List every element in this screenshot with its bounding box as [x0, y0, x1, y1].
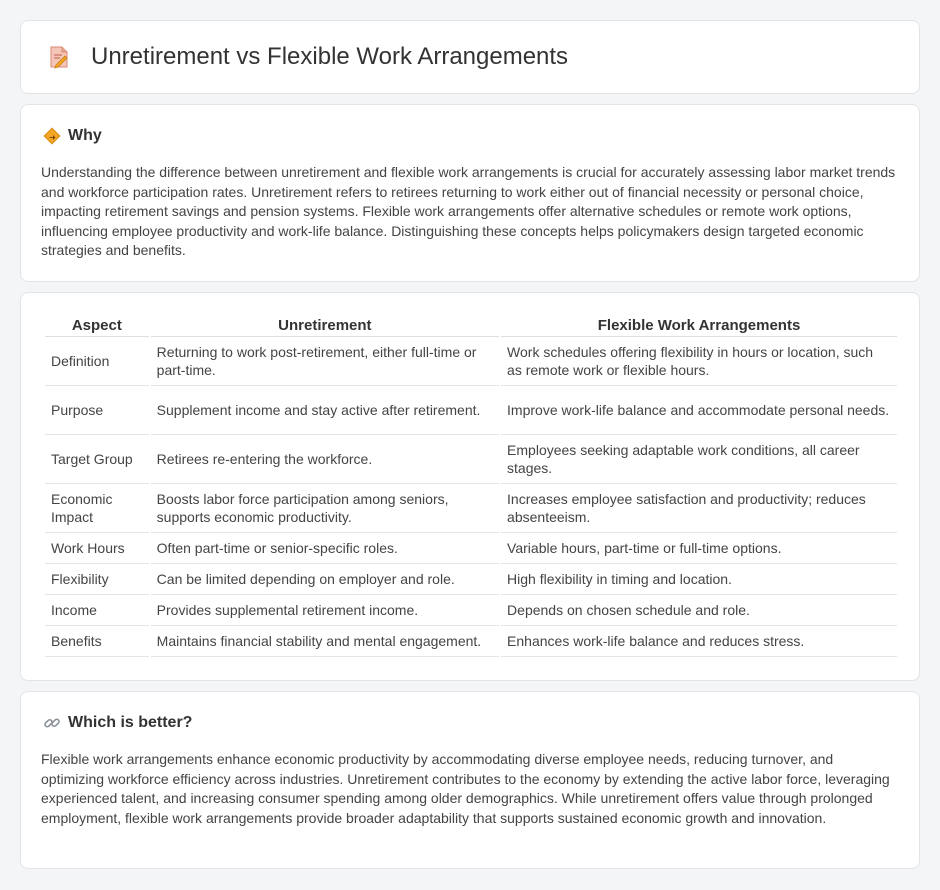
aspect-cell: Definition — [45, 337, 149, 386]
table-row — [45, 386, 897, 435]
flexible-cell: Employees seeking adaptable work conditions, all career stages. — [501, 435, 897, 484]
aspect-cell: Economic Impact — [45, 484, 149, 533]
flexible-cell: Increases employee satisfaction and productivity; reduces absenteeism. — [501, 484, 897, 533]
why-text: Understanding the difference between unretirement and flexible work arrangements is crucial for accurately assessing labor market trends and workforce participation rates. Unretirement refers to retirees returning to work either out of financial necessity or personal choice, impacting retirement savings and pension systems. Flexible work arrangements offer alternative schedules or remote work options, influencing employee productivity and work-life balance. Distinguishing these concepts helps policymakers design targeted economic strategies and benefits. — [41, 164, 896, 259]
unretirement-cell: Boosts labor force participation among seniors, supports economic productivity. — [151, 484, 499, 533]
column-header-unretirement: Unretirement — [151, 315, 499, 337]
unretirement-cell: Returning to work post-retirement, either full-time or part-time. — [151, 337, 499, 386]
aspect-cell: Flexibility — [45, 564, 149, 595]
diamond-signpost-icon — [43, 127, 61, 145]
table-row — [45, 533, 897, 564]
unretirement-cell: Retirees re-entering the workforce. — [151, 435, 499, 484]
why-card — [20, 104, 920, 282]
flexible-cell: High flexibility in timing and location. — [501, 564, 897, 595]
flexible-cell: Work schedules offering flexibility in hours or location, such as remote work or flexible hours. — [501, 337, 897, 386]
flexible-cell: Depends on chosen schedule and role. — [501, 595, 897, 626]
table-row — [45, 337, 897, 386]
document-pencil-icon — [47, 45, 71, 69]
aspect-cell: Benefits — [45, 626, 149, 657]
flexible-cell: Improve work-life balance and accommodate personal needs. — [501, 386, 897, 435]
aspect-cell: Work Hours — [45, 533, 149, 564]
page-title: Unretirement vs Flexible Work Arrangements — [91, 43, 569, 70]
aspect-cell: Purpose — [45, 386, 149, 435]
better-heading: Which is better? — [68, 714, 193, 731]
which-is-better-card — [20, 691, 920, 869]
table-row — [45, 435, 897, 484]
better-text: Flexible work arrangements enhance economic productivity by accommodating diverse employee needs, reducing turnover, and optimizing workforce efficiency across industries. Unretirement contributes to the economy by extending the active labor force, leveraging experienced talent, and increasing consumer spending among older demographics. While unretirement offers value through prolonged employment, flexible work arrangements provide broader adaptability that supports sustained economic growth and innovation. — [41, 751, 890, 826]
title-card — [20, 20, 920, 94]
aspect-cell: Target Group — [45, 435, 149, 484]
aspect-cell: Income — [45, 595, 149, 626]
flexible-cell: Variable hours, part-time or full-time options. — [501, 533, 897, 564]
column-header-flexible: Flexible Work Arrangements — [501, 315, 897, 337]
comparison-card — [20, 292, 920, 681]
table-row — [45, 564, 897, 595]
link-icon — [43, 714, 61, 732]
unretirement-cell: Maintains financial stability and mental engagement. — [151, 626, 499, 657]
table-header-row — [45, 315, 897, 337]
table-row — [45, 626, 897, 657]
comparison-table — [43, 315, 899, 657]
table-row — [45, 484, 897, 533]
why-heading: Why — [68, 127, 102, 144]
unretirement-cell: Supplement income and stay active after retirement. — [151, 386, 499, 435]
table-row — [45, 595, 897, 626]
unretirement-cell: Provides supplemental retirement income. — [151, 595, 499, 626]
flexible-cell: Enhances work-life balance and reduces stress. — [501, 626, 897, 657]
better-heading-row — [43, 714, 192, 732]
unretirement-cell: Can be limited depending on employer and role. — [151, 564, 499, 595]
why-heading-row — [43, 127, 102, 145]
column-header-aspect: Aspect — [45, 315, 149, 337]
unretirement-cell: Often part-time or senior-specific roles. — [151, 533, 499, 564]
